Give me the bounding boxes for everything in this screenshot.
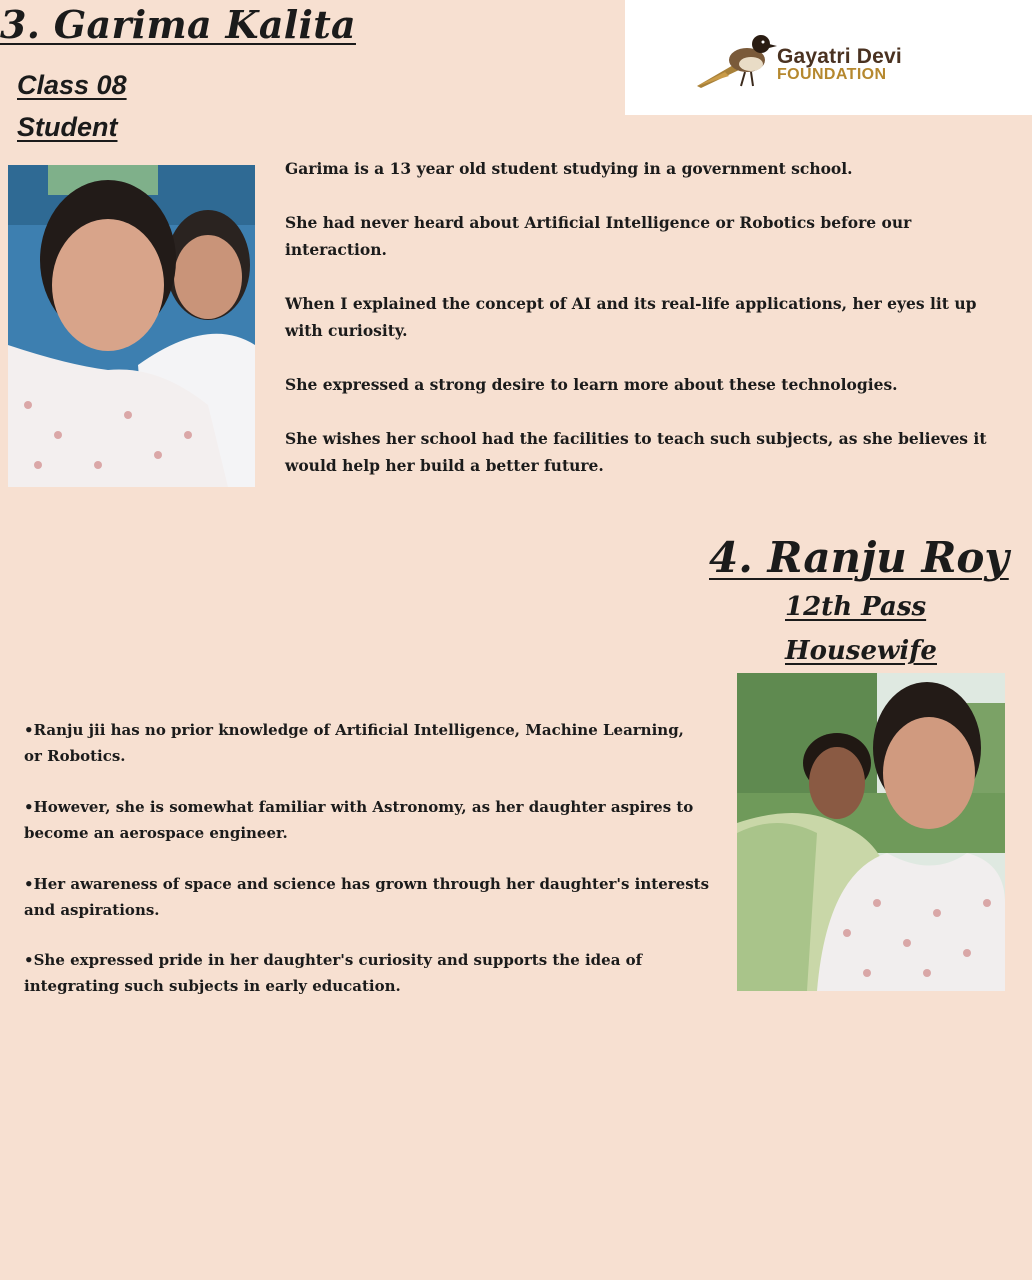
section4-bullet-1: •Ranju jii has no prior knowledge of Artificial Intelligence, Machine Learning, or Robotics. <box>24 721 684 765</box>
section3-paragraph-5: She wishes her school had the facilities to teach such subjects, as she believes it would help her build a better future. <box>285 429 987 475</box>
logo-title: Gayatri Devi <box>777 45 902 68</box>
bird-logo-icon <box>695 30 777 92</box>
section4-bullet-2: •However, she is somewhat familiar with Astronomy, as her daughter aspires to become an aerospace engineer. <box>24 798 694 842</box>
section3-paragraph-2: She had never heard about Artificial Intelligence or Robotics before our interaction. <box>285 213 912 259</box>
section3-subtitle-class: Class 08 <box>17 70 127 100</box>
section4-subtitle-education: 12th Pass <box>785 592 927 622</box>
garima-photo <box>8 165 255 487</box>
logo-subtitle: FOUNDATION <box>777 66 887 83</box>
section3-subtitle-role: Student <box>17 112 118 142</box>
portrait-image <box>737 673 1005 991</box>
section4-subtitle-role: Housewife <box>785 636 937 666</box>
section3-paragraph-3: When I explained the concept of AI and its real-life applications, her eyes lit up with curiosity. <box>285 294 977 340</box>
section3-paragraph-4: She expressed a strong desire to learn more about these technologies. <box>285 375 898 394</box>
ranju-photo <box>737 673 1005 991</box>
foundation-logo <box>625 0 1032 115</box>
portrait-image <box>8 165 255 487</box>
section4-heading: 4. Ranju Roy <box>709 533 1009 582</box>
section4-bullet-3: •Her awareness of space and science has grown through her daughter's interests and aspirations. <box>24 875 710 919</box>
section3-heading: 3. Garima Kalita <box>0 2 356 47</box>
section3-paragraph-1: Garima is a 13 year old student studying in a government school. <box>285 159 853 178</box>
section4-bullet-4: •She expressed pride in her daughter's curiosity and supports the idea of integrating such subjects in early education. <box>24 951 643 995</box>
